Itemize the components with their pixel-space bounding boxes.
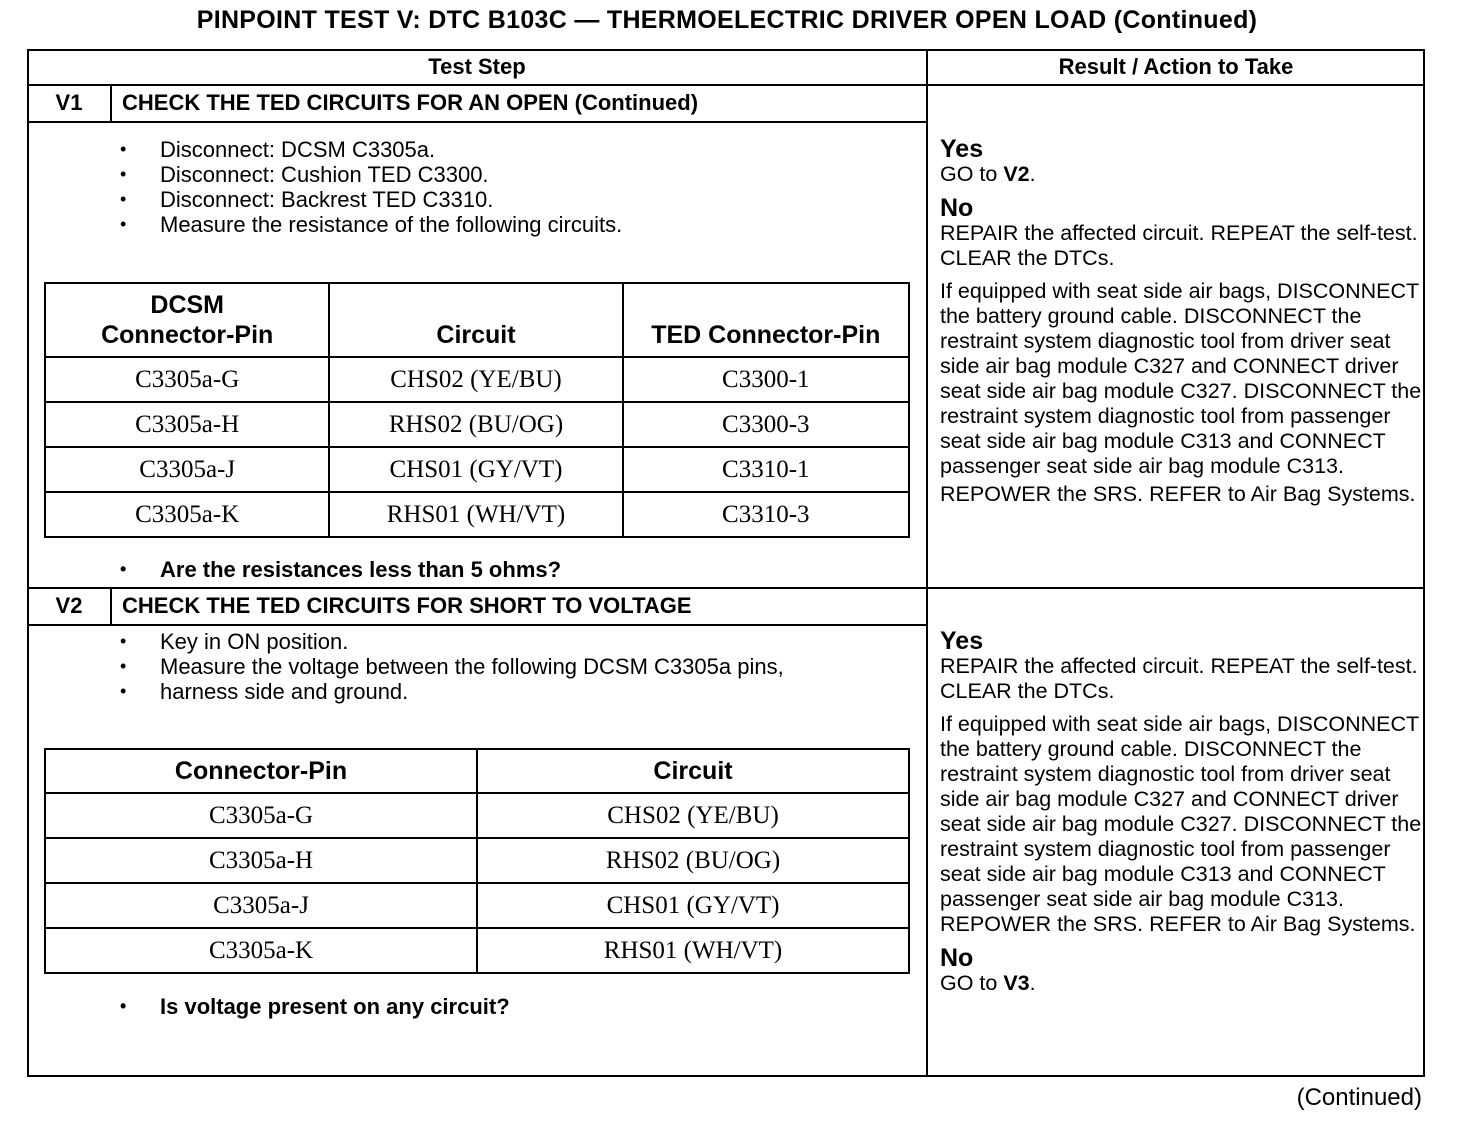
- v1-resistance-table: [44, 282, 910, 538]
- v2-voltage-table: [44, 748, 910, 974]
- v2-bullet-list: [120, 629, 784, 704]
- table-cell: RHS02 (BU/OG): [329, 402, 622, 447]
- column-header: Connector-Pin: [45, 749, 477, 793]
- column-header: Circuit: [329, 283, 622, 357]
- page-title: PINPOINT TEST V: DTC B103C — THERMOELECTRIC DRIVER OPEN LOAD (Continued): [196, 6, 1258, 34]
- yes-label: Yes: [940, 135, 984, 163]
- table-cell: C3305a-H: [45, 838, 477, 883]
- list-item: • Disconnect: DCSM C3305a.: [120, 137, 622, 162]
- no-label: No: [940, 194, 974, 222]
- result-header: Result / Action to Take: [1058, 54, 1294, 79]
- table-row: [45, 793, 909, 838]
- table-row: [45, 838, 909, 883]
- v2-id-divider: [110, 588, 112, 624]
- v2-title-divider: [28, 624, 926, 626]
- yes-action: GO to V2.: [940, 162, 1036, 186]
- table-cell: CHS01 (GY/VT): [477, 883, 909, 928]
- table-cell: C3305a-J: [45, 883, 477, 928]
- table-cell: C3305a-K: [45, 492, 329, 537]
- header-divider: [28, 84, 1424, 86]
- v1-title-divider: [28, 121, 926, 123]
- v2-question: [120, 994, 510, 1019]
- repower-note: REPOWER the SRS. REFER to Air Bag Systems.: [940, 482, 1416, 506]
- v1-id-divider: [110, 85, 112, 121]
- list-item: • Disconnect: Cushion TED C3300.: [120, 162, 622, 187]
- table-cell: C3305a-G: [45, 793, 477, 838]
- list-item: • Key in ON position.: [120, 629, 784, 654]
- column-header: DCSM Connector-Pin: [45, 283, 329, 357]
- list-item: • Is voltage present on any circuit?: [120, 994, 510, 1019]
- table-row: [45, 357, 909, 402]
- no-action: GO to V3.: [940, 971, 1036, 995]
- step-divider: [28, 587, 1424, 589]
- table-cell: RHS01 (WH/VT): [329, 492, 622, 537]
- v2-result: [940, 628, 1424, 996]
- no-action: REPAIR the affected circuit. REPEAT the self-test. CLEAR the DTCs.: [940, 221, 1418, 270]
- step-id-v1: V1: [55, 90, 83, 115]
- continued-label: (Continued): [1296, 1084, 1422, 1111]
- table-cell: C3300-1: [623, 357, 909, 402]
- column-header: Circuit: [477, 749, 909, 793]
- column-divider: [926, 50, 928, 1076]
- test-step-header: Test Step: [428, 54, 526, 79]
- list-item-continuation: • harness side and ground.: [120, 679, 784, 704]
- table-cell: C3305a-H: [45, 402, 329, 447]
- column-header: TED Connector-Pin: [623, 283, 909, 357]
- table-row: [45, 447, 909, 492]
- yes-action: REPAIR the affected circuit. REPEAT the self-test. CLEAR the DTCs.: [940, 654, 1418, 703]
- table-cell: CHS02 (YE/BU): [477, 793, 909, 838]
- step-title-v2: CHECK THE TED CIRCUITS FOR SHORT TO VOLTAGE: [122, 593, 692, 618]
- table-cell: C3310-1: [623, 447, 909, 492]
- table-row: [45, 492, 909, 537]
- table-cell: C3300-3: [623, 402, 909, 447]
- v1-question: [120, 557, 561, 582]
- table-cell: C3305a-K: [45, 928, 477, 973]
- table-row: [45, 883, 909, 928]
- table-cell: RHS01 (WH/VT): [477, 928, 909, 973]
- table-cell: C3310-3: [623, 492, 909, 537]
- step-title-v1: CHECK THE TED CIRCUITS FOR AN OPEN (Continued): [122, 90, 699, 115]
- v1-result: [940, 136, 1424, 507]
- table-cell: CHS02 (YE/BU): [329, 357, 622, 402]
- v1-bullet-list: [120, 137, 622, 237]
- airbag-note: If equipped with seat side air bags, DISCONNECT the battery ground cable. DISCONNECT the restraint system diagnostic tool from driver seat side air bag module C327 and CONNECT driver seat side air bag module C327. DISCONNECT the restraint system diagnostic tool from passenger seat side air bag module C313 and CONNECT passenger seat side air bag module C313.: [940, 279, 1422, 478]
- table-cell: RHS02 (BU/OG): [477, 838, 909, 883]
- table-row: [45, 928, 909, 973]
- yes-label: Yes: [940, 627, 984, 655]
- list-item: • Are the resistances less than 5 ohms?: [120, 557, 561, 582]
- table-cell: C3305a-G: [45, 357, 329, 402]
- list-item: • Disconnect: Backrest TED C3310.: [120, 187, 622, 212]
- list-item: • Measure the resistance of the following circuits.: [120, 212, 622, 237]
- table-cell: CHS01 (GY/VT): [329, 447, 622, 492]
- no-label: No: [940, 944, 974, 972]
- step-id-v2: V2: [55, 593, 83, 618]
- airbag-note: If equipped with seat side air bags, DISCONNECT the battery ground cable. DISCONNECT the restraint system diagnostic tool from driver seat side air bag module C327 and CONNECT driver seat side air bag module C327. DISCONNECT the restraint system diagnostic tool from passenger seat side air bag module C313 and CONNECT passenger seat side air bag module C313. REPOWER the SRS. REFER to Air Bag Systems.: [940, 712, 1422, 936]
- list-item: • Measure the voltage between the following DCSM C3305a pins,: [120, 654, 784, 679]
- table-cell: C3305a-J: [45, 447, 329, 492]
- table-row: [45, 402, 909, 447]
